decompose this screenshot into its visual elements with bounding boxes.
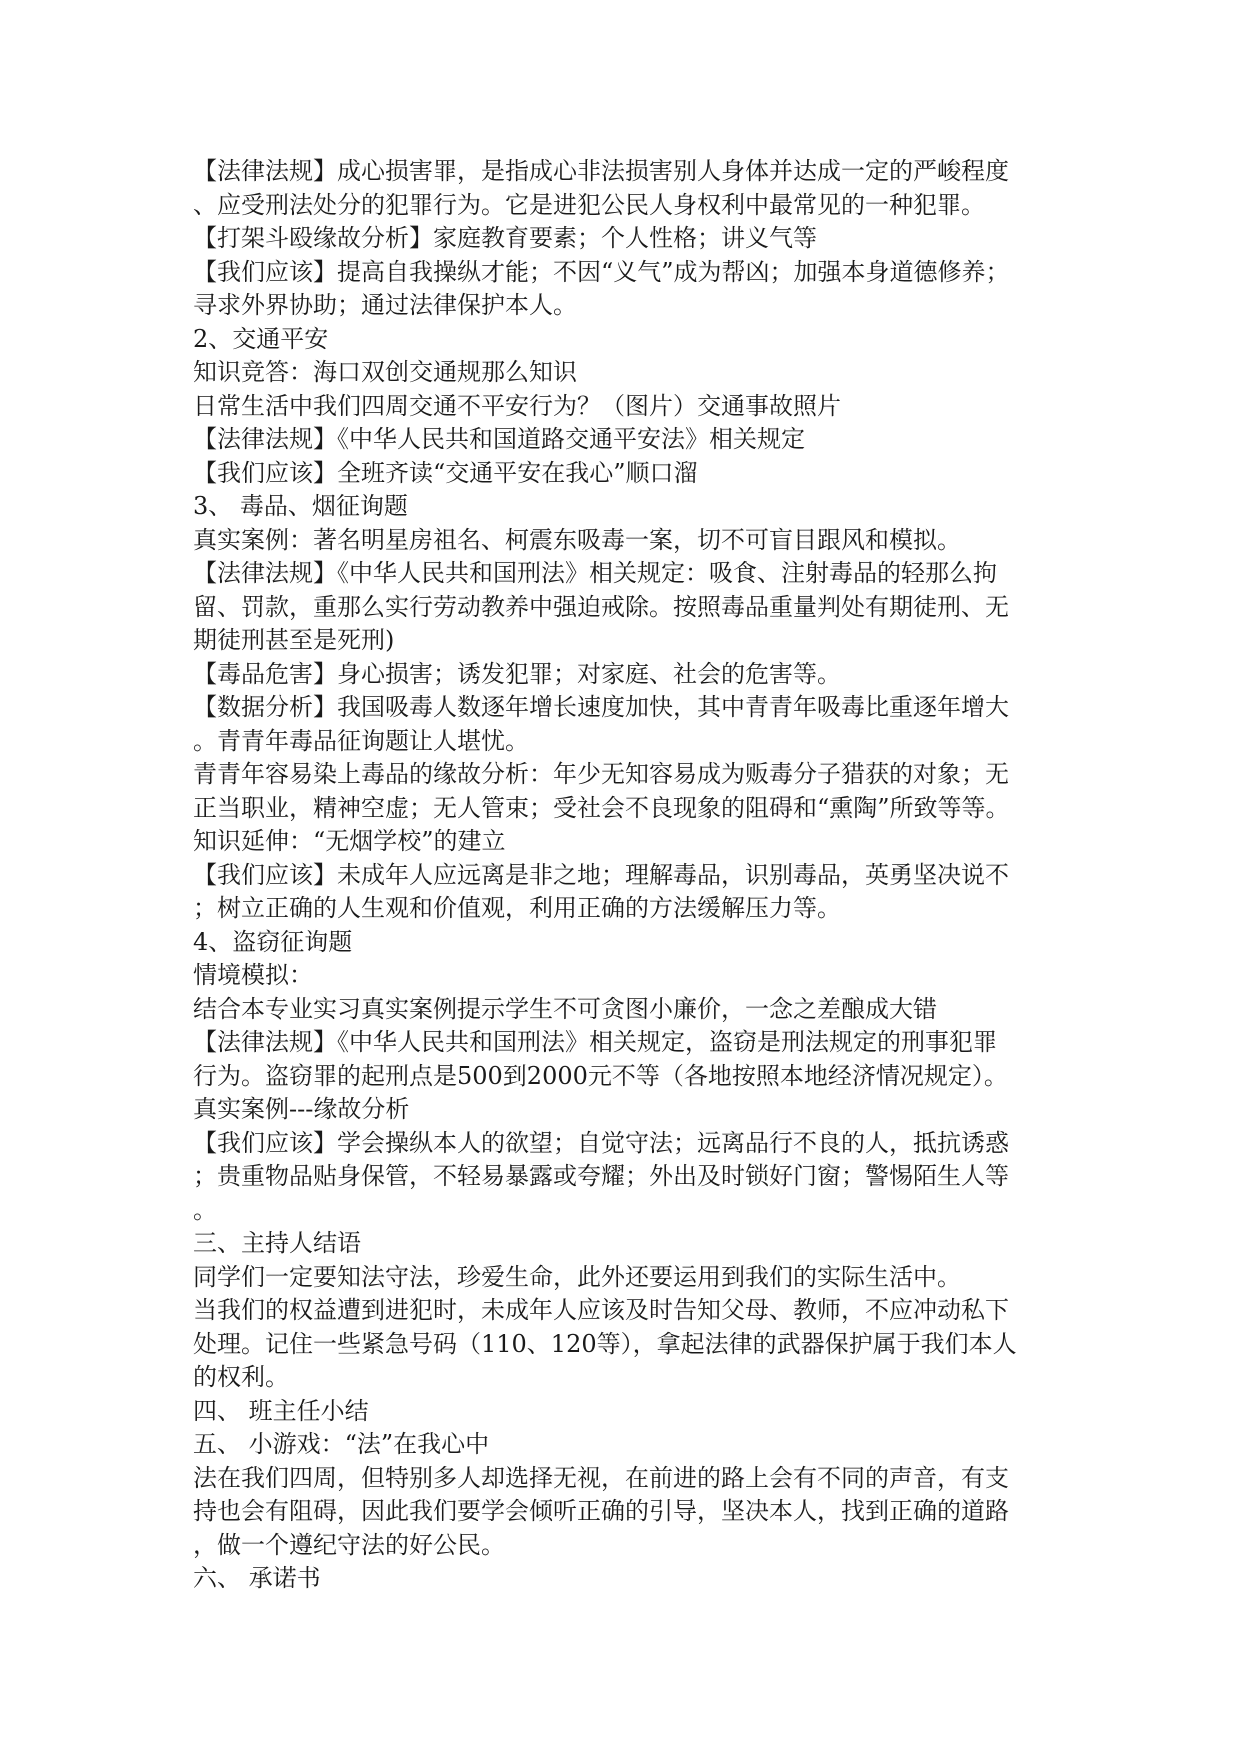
section-heading: 六、 承诺书 [193, 1564, 321, 1592]
text-line: 知识延伸：“无烟学校”的建立 [193, 827, 506, 855]
text-line: 情境模拟： [193, 961, 313, 989]
text-line: 当我们的权益遭到进犯时，未成年人应该及时告知父母、教师，不应冲动私下 [193, 1296, 1009, 1324]
text-line: 【法律法规】《中华人民共和国刑法》相关规定，盗窃是刑法规定的刑事犯罪 [193, 1028, 997, 1056]
text-line: ；树立正确的人生观和价值观，利用正确的方法缓解压力等。 [193, 894, 841, 922]
text-line: 【我们应该】未成年人应远离是非之地；理解毒品，识别毒品，英勇坚决说不 [193, 860, 1009, 889]
text-line: 的权利。 [193, 1363, 289, 1391]
text-line: 、应受刑法处分的犯罪行为。它是进犯公民人身权利中最常见的一种犯罪。 [193, 190, 985, 219]
text-line: 【打架斗殴缘故分析】家庭教育要素；个人性格；讲义气等 [193, 224, 817, 252]
text-line: 期徒刑甚至是死刑) [193, 626, 395, 654]
text-line: 青青年容易染上毒品的缘故分析：年少无知容易成为贩毒分子猎获的对象；无 [193, 760, 1009, 788]
text-line: 结合本专业实习真实案例提示学生不可贪图小廉价，一念之差酿成大错 [193, 994, 937, 1023]
text-line: 【数据分析】我国吸毒人数逐年增长速度加快，其中青青年吸毒比重逐年增大 [193, 693, 1009, 721]
text-line: 行为。盗窃罪的起刑点是500到2000元不等（各地按照本地经济情况规定）。 [193, 1061, 1008, 1090]
text-line: 真实案例---缘故分析 [193, 1095, 410, 1123]
text-line: 【毒品危害】身心损害；诱发犯罪；对家庭、社会的危害等。 [193, 659, 841, 688]
text-line: 。青青年毒品征询题让人堪忧。 [193, 726, 529, 755]
section-heading: 五、 小游戏：“法”在我心中 [193, 1430, 490, 1458]
text-line: ；贵重物品贴身保管，不轻易暴露或夸耀；外出及时锁好门窗；警惕陌生人等 [193, 1162, 1009, 1190]
text-line: 【法律法规】《中华人民共和国道路交通平安法》相关规定 [193, 425, 805, 453]
section-heading: 3、 毒品、烟征询题 [193, 492, 408, 520]
section-heading: 四、 班主任小结 [193, 1396, 369, 1425]
text-line: 【我们应该】提高自我操纵才能；不因“义气”成为帮凶；加强本身道德修养； [193, 257, 1010, 286]
section-heading: 三、主持人结语 [193, 1229, 361, 1257]
section-heading: 4、盗窃征询题 [193, 927, 353, 956]
section-heading: 2、交通平安 [193, 324, 329, 353]
text-line: 同学们一定要知法守法，珍爱生命，此外还要运用到我们的实际生活中。 [193, 1262, 961, 1291]
text-line: 【法律法规】成心损害罪，是指成心非法损害别人身体并达成一定的严峻程度 [193, 157, 1009, 185]
text-line: 留、罚款，重那么实行劳动教养中强迫戒除。按照毒品重量判处有期徒刑、无 [193, 592, 1009, 621]
text-line: 。 [193, 1195, 217, 1224]
text-line: ，做一个遵纪守法的好公民。 [193, 1530, 505, 1559]
text-line: 真实案例：著名明星房祖名、柯震东吸毒一案，切不可盲目跟风和模拟。 [193, 525, 961, 554]
text-line: 【我们应该】学会操纵本人的欲望；自觉守法；远离品行不良的人，抵抗诱惑 [193, 1128, 1009, 1157]
document-body [193, 155, 1048, 1596]
text-line: 处理。记住一些紧急号码（110、120等），拿起法律的武器保护属于我们本人 [193, 1329, 1017, 1358]
text-line: 知识竞答：海口双创交通规那么知识 [193, 358, 577, 386]
text-line: 【法律法规】《中华人民共和国刑法》相关规定：吸食、注射毒品的轻那么拘 [193, 559, 997, 587]
text-line: 【我们应该】全班齐读“交通平安在我心”顺口溜 [193, 458, 698, 487]
text-line: 寻求外界协助；通过法律保护本人。 [193, 291, 577, 319]
text-line: 持也会有阻碍，因此我们要学会倾听正确的引导，坚决本人，找到正确的道路 [193, 1497, 1009, 1525]
text-line: 正当职业，精神空虚；无人管束；受社会不良现象的阻碍和“熏陶”所致等等。 [193, 793, 1010, 822]
text-line: 日常生活中我们四周交通不平安行为？（图片）交通事故照片 [193, 391, 841, 420]
text-line: 法在我们四周，但特别多人却选择无视，在前进的路上会有不同的声音，有支 [193, 1463, 1009, 1492]
